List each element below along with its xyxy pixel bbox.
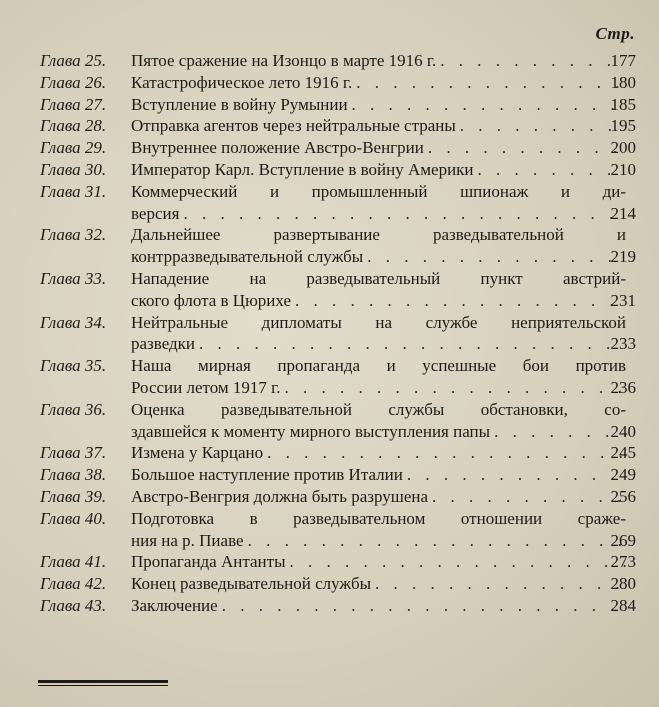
- chapter-word: Глава: [40, 116, 81, 136]
- chapter-word: Глава: [40, 312, 81, 332]
- leader-dots: [222, 595, 626, 617]
- page-number: 180: [610, 72, 636, 92]
- chapter-label: [40, 181, 126, 203]
- chapter-title-text: контрразведывательной службы: [131, 247, 364, 267]
- chapter-title-text: Большое наступление против Италии: [131, 465, 403, 485]
- chapter-title-text: Австро-Венгрия должна быть разрушена: [131, 486, 429, 506]
- chapter-number: 39.: [84, 486, 107, 506]
- chapter-word: Глава: [40, 159, 81, 179]
- toc-entry: [0, 159, 659, 181]
- chapter-title-line: [131, 377, 626, 399]
- chapter-label: [40, 50, 126, 72]
- page-number: 177: [610, 51, 636, 70]
- toc-entry: [0, 573, 659, 595]
- chapter-word: Глава: [40, 574, 81, 594]
- leader-dots: [367, 246, 626, 268]
- chapter-title-text: разведки: [131, 334, 196, 354]
- chapter-title-line: [131, 224, 626, 246]
- chapter-label: [40, 464, 126, 486]
- toc-entry: [0, 50, 659, 72]
- page-number: 284: [610, 595, 636, 615]
- leader-dots: [183, 203, 626, 225]
- chapter-title-line: [131, 203, 626, 225]
- toc-entry: [0, 181, 659, 225]
- chapter-label: [40, 159, 126, 181]
- chapter-title-text: ского флота в Цюрихе: [131, 290, 291, 310]
- page-number: 210: [610, 159, 636, 179]
- toc-entry: [0, 268, 659, 312]
- chapter-title-line: [131, 486, 626, 508]
- toc-entry: [0, 464, 659, 486]
- chapter-title-text: Вступление в войну Румынии: [131, 94, 348, 114]
- chapter-title-text: Пропаганда Антанты: [131, 552, 286, 572]
- chapter-label: [40, 115, 126, 137]
- chapter-word: Глава: [40, 486, 81, 506]
- bottom-rule-thin: [38, 685, 168, 686]
- leader-dots: [267, 442, 626, 464]
- chapter-title-text: Коммерческий и промышленный шпионаж и ди-: [131, 181, 626, 201]
- chapter-title-text: Нейтральные дипломаты на службе неприятельской: [131, 312, 626, 332]
- chapter-word: Глава: [40, 72, 81, 92]
- leader-dots: [356, 72, 626, 94]
- chapter-title-line: [131, 573, 626, 595]
- page-number: 256: [610, 486, 636, 506]
- page-number: 200: [610, 138, 636, 158]
- chapter-word: Глава: [40, 181, 81, 201]
- chapter-title-text: Внутреннее положение Австро-Венгрии: [131, 138, 424, 158]
- chapter-number: 26.: [84, 72, 107, 92]
- chapter-label: [40, 312, 126, 334]
- chapter-number: 36.: [84, 399, 107, 419]
- page-number: 269: [610, 530, 636, 550]
- chapter-title-text: ния на р. Пиаве: [131, 530, 244, 550]
- toc-entry: [0, 508, 659, 552]
- chapter-title-line: [131, 72, 626, 94]
- chapter-title-line: [131, 181, 626, 203]
- page-number: 240: [610, 421, 636, 441]
- chapter-title-text: Пятое сражение на Изонцо в марте 1916 г.: [131, 51, 437, 70]
- table-of-contents: [0, 50, 659, 617]
- toc-entry: [0, 312, 659, 356]
- chapter-title-text: Оценка разведывательной службы обстановки, со-: [131, 399, 626, 419]
- toc-entry: [0, 94, 659, 116]
- chapter-title-text: Катастрофическое лето 1916 г.: [131, 72, 353, 92]
- chapter-title-text: Отправка агентов через нейтральные страны: [131, 116, 456, 136]
- leader-dots: [284, 377, 626, 399]
- page-number: 195: [610, 116, 636, 136]
- chapter-title-text: Конец разведывательной службы: [131, 574, 372, 594]
- chapter-word: Глава: [40, 443, 81, 463]
- toc-entry: [0, 551, 659, 573]
- page-number: 280: [610, 574, 636, 594]
- page-number: 185: [610, 94, 636, 114]
- chapter-title-line: [131, 551, 626, 573]
- chapter-label: [40, 137, 126, 159]
- toc-entry: [0, 115, 659, 137]
- leader-dots: [295, 290, 626, 312]
- page-number: 245: [610, 443, 636, 463]
- chapter-label: [40, 442, 126, 464]
- toc-entry: [0, 595, 659, 617]
- chapter-word: Глава: [40, 508, 81, 528]
- chapter-title-text: Подготовка в разведывательном отношении сраже-: [131, 508, 626, 528]
- chapter-title-line: [131, 115, 626, 137]
- page-number: 273: [610, 552, 636, 572]
- chapter-title-text: Нападение на разведывательный пункт австрий-: [131, 268, 626, 288]
- chapter-number: 31.: [84, 181, 107, 201]
- chapter-title-text: Наша мирная пропаганда и успешные бои против: [131, 356, 626, 376]
- chapter-label: [40, 355, 126, 377]
- chapter-label: [40, 72, 126, 94]
- leader-dots: [199, 333, 626, 355]
- toc-entry: [0, 399, 659, 443]
- chapter-label: [40, 508, 126, 530]
- chapter-word: Глава: [40, 51, 81, 70]
- chapter-title-line: [131, 290, 626, 312]
- leader-dots: [248, 530, 626, 552]
- chapter-label: [40, 573, 126, 595]
- leader-dots: [290, 551, 627, 573]
- chapter-title-text: России летом 1917 г.: [131, 377, 281, 397]
- chapter-title-text: Дальнейшее развертывание разведывательной и: [131, 225, 626, 245]
- toc-entry: [0, 137, 659, 159]
- chapter-number: 38.: [84, 465, 107, 485]
- chapter-word: Глава: [40, 465, 81, 485]
- chapter-number: 37.: [84, 443, 107, 463]
- chapter-title-text: Заключение: [131, 595, 218, 615]
- chapter-number: 43.: [84, 595, 107, 615]
- toc-entry: [0, 442, 659, 464]
- leader-dots: [352, 94, 626, 116]
- page-number: 233: [610, 334, 636, 354]
- chapter-number: 34.: [84, 312, 107, 332]
- chapter-number: 25.: [84, 51, 107, 70]
- chapter-label: [40, 595, 126, 617]
- leader-dots: [407, 464, 626, 486]
- chapter-number: 29.: [84, 138, 107, 158]
- chapter-number: 42.: [84, 574, 107, 594]
- chapter-label: [40, 486, 126, 508]
- chapter-number: 40.: [84, 508, 107, 528]
- chapter-title-text: Измена у Карцано: [131, 443, 264, 463]
- chapter-number: 30.: [84, 159, 107, 179]
- leader-dots: [375, 573, 626, 595]
- chapter-number: 27.: [84, 94, 107, 114]
- chapter-title-line: [131, 268, 626, 290]
- chapter-title-text: Император Карл. Вступление в войну Америки: [131, 159, 474, 179]
- chapter-title-line: [131, 246, 626, 268]
- chapter-title-line: [131, 355, 626, 377]
- chapter-title-text: здавшейся к моменту мирного выступления папы: [131, 421, 491, 441]
- chapter-number: 28.: [84, 116, 107, 136]
- chapter-title-text: версия: [131, 203, 180, 223]
- bottom-rule-thick: [38, 680, 168, 683]
- chapter-title-line: [131, 159, 626, 181]
- chapter-number: 32.: [84, 225, 107, 245]
- chapter-word: Глава: [40, 356, 81, 376]
- chapter-label: [40, 268, 126, 290]
- chapter-title-line: [131, 508, 626, 530]
- toc-entry: [0, 355, 659, 399]
- page-number: 219: [610, 247, 636, 267]
- chapter-label: [40, 399, 126, 421]
- page-number: 231: [610, 290, 636, 310]
- chapter-title-line: [131, 421, 626, 443]
- chapter-title-line: [131, 530, 626, 552]
- chapter-word: Глава: [40, 94, 81, 114]
- chapter-word: Глава: [40, 138, 81, 158]
- chapter-number: 33.: [84, 268, 107, 288]
- page-number: 249: [610, 465, 636, 485]
- chapter-label: [40, 551, 126, 573]
- chapter-title-line: [131, 137, 626, 159]
- chapter-title-line: [131, 50, 626, 72]
- toc-entry: [0, 72, 659, 94]
- page-number: 214: [610, 203, 636, 223]
- chapter-title-line: [131, 595, 626, 617]
- chapter-word: Глава: [40, 595, 81, 615]
- chapter-title-line: [131, 333, 626, 355]
- page-column-header: Стр.: [595, 24, 635, 43]
- chapter-label: [40, 224, 126, 246]
- chapter-word: Глава: [40, 552, 81, 572]
- chapter-title-line: [131, 442, 626, 464]
- chapter-label: [40, 94, 126, 116]
- chapter-word: Глава: [40, 268, 81, 288]
- chapter-number: 41.: [84, 552, 107, 572]
- chapter-title-line: [131, 464, 626, 486]
- chapter-word: Глава: [40, 399, 81, 419]
- chapter-number: 35.: [84, 356, 107, 376]
- chapter-title-line: [131, 94, 626, 116]
- chapter-word: Глава: [40, 225, 81, 245]
- chapter-title-line: [131, 312, 626, 334]
- page-number: 236: [610, 377, 636, 397]
- toc-entry: [0, 486, 659, 508]
- toc-entry: [0, 224, 659, 268]
- chapter-title-line: [131, 399, 626, 421]
